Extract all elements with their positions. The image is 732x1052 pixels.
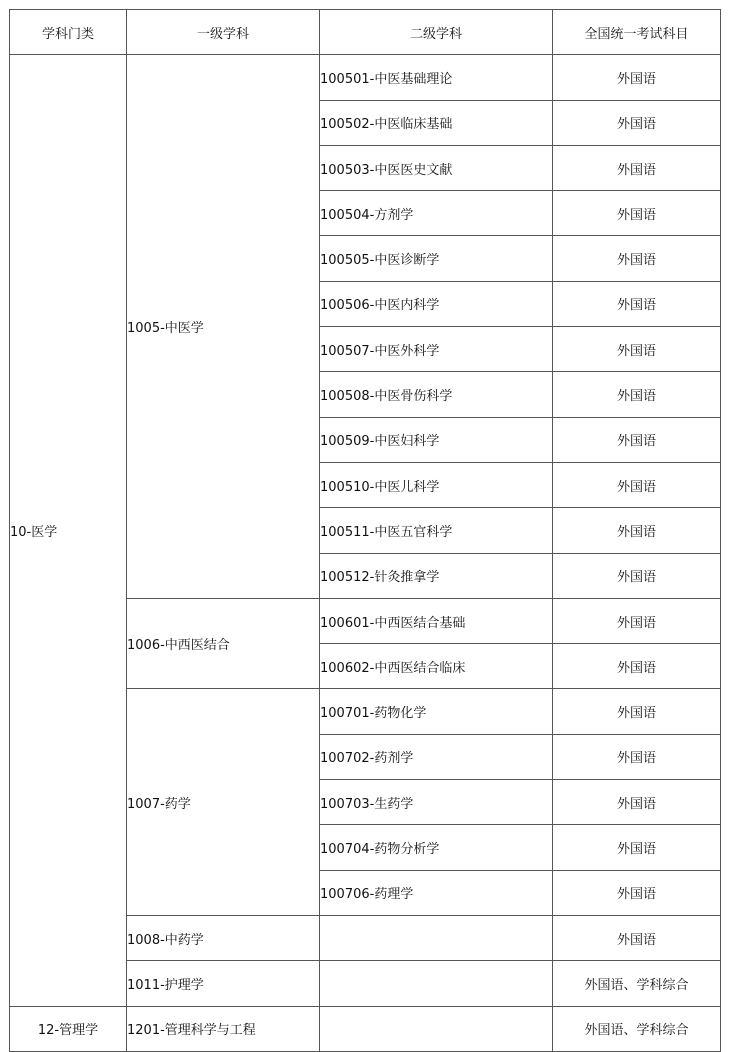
second-level-cell: 100703-生药学 bbox=[320, 780, 553, 825]
second-level-cell: 100503-中医医史文献 bbox=[320, 145, 553, 190]
exam-cell: 外国语 bbox=[553, 734, 721, 779]
second-level-cell: 100511-中医五官科学 bbox=[320, 508, 553, 553]
exam-cell: 外国语 bbox=[553, 915, 721, 960]
exam-cell: 外国语 bbox=[553, 553, 721, 598]
second-level-cell: 100702-药剂学 bbox=[320, 734, 553, 779]
second-level-cell: 100509-中医妇科学 bbox=[320, 417, 553, 462]
exam-cell: 外国语 bbox=[553, 55, 721, 100]
exam-cell: 外国语 bbox=[553, 372, 721, 417]
subject-table bbox=[9, 9, 721, 1052]
exam-cell: 外国语 bbox=[553, 100, 721, 145]
second-level-cell: 100512-针灸推拿学 bbox=[320, 553, 553, 598]
second-level-cell: 100504-方剂学 bbox=[320, 191, 553, 236]
second-level-cell: 100706-药理学 bbox=[320, 870, 553, 915]
second-level-cell: 100506-中医内科学 bbox=[320, 281, 553, 326]
exam-cell: 外国语 bbox=[553, 870, 721, 915]
first-level-1007: 1007-药学 bbox=[127, 689, 320, 915]
second-level-cell: 100602-中西医结合临床 bbox=[320, 644, 553, 689]
exam-cell: 外国语 bbox=[553, 598, 721, 643]
category-management: 12-管理学 bbox=[10, 1006, 127, 1051]
category-medicine: 10-医学 bbox=[10, 55, 127, 1006]
exam-cell: 外国语 bbox=[553, 236, 721, 281]
header-exam: 全国统一考试科目 bbox=[553, 10, 721, 55]
table-row bbox=[10, 55, 721, 100]
exam-cell: 外国语 bbox=[553, 825, 721, 870]
second-level-cell: 100502-中医临床基础 bbox=[320, 100, 553, 145]
table-header-row bbox=[10, 10, 721, 55]
second-level-cell: 100507-中医外科学 bbox=[320, 327, 553, 372]
table-row bbox=[10, 1006, 721, 1051]
exam-cell: 外国语 bbox=[553, 191, 721, 236]
second-level-cell bbox=[320, 915, 553, 960]
second-level-cell: 100505-中医诊断学 bbox=[320, 236, 553, 281]
header-category: 学科门类 bbox=[10, 10, 127, 55]
second-level-cell: 100704-药物分析学 bbox=[320, 825, 553, 870]
first-level-1006: 1006-中西医结合 bbox=[127, 598, 320, 689]
exam-cell: 外国语 bbox=[553, 462, 721, 507]
second-level-cell: 100701-药物化学 bbox=[320, 689, 553, 734]
first-level-1005: 1005-中医学 bbox=[127, 55, 320, 599]
exam-cell: 外国语 bbox=[553, 145, 721, 190]
first-level-1008: 1008-中药学 bbox=[127, 915, 320, 960]
second-level-cell: 100510-中医儿科学 bbox=[320, 462, 553, 507]
first-level-1011: 1011-护理学 bbox=[127, 961, 320, 1006]
second-level-cell: 100501-中医基础理论 bbox=[320, 55, 553, 100]
header-second-level: 二级学科 bbox=[320, 10, 553, 55]
exam-cell: 外国语 bbox=[553, 327, 721, 372]
exam-cell: 外国语、学科综合 bbox=[553, 1006, 721, 1051]
second-level-cell bbox=[320, 961, 553, 1006]
subject-table-wrapper bbox=[9, 9, 721, 1052]
second-level-cell: 100601-中西医结合基础 bbox=[320, 598, 553, 643]
exam-cell: 外国语 bbox=[553, 508, 721, 553]
header-first-level: 一级学科 bbox=[127, 10, 320, 55]
second-level-cell: 100508-中医骨伤科学 bbox=[320, 372, 553, 417]
first-level-1201: 1201-管理科学与工程 bbox=[127, 1006, 320, 1051]
exam-cell: 外国语 bbox=[553, 689, 721, 734]
exam-cell: 外国语 bbox=[553, 644, 721, 689]
exam-cell: 外国语 bbox=[553, 780, 721, 825]
second-level-cell bbox=[320, 1006, 553, 1051]
exam-cell: 外国语、学科综合 bbox=[553, 961, 721, 1006]
exam-cell: 外国语 bbox=[553, 281, 721, 326]
exam-cell: 外国语 bbox=[553, 417, 721, 462]
